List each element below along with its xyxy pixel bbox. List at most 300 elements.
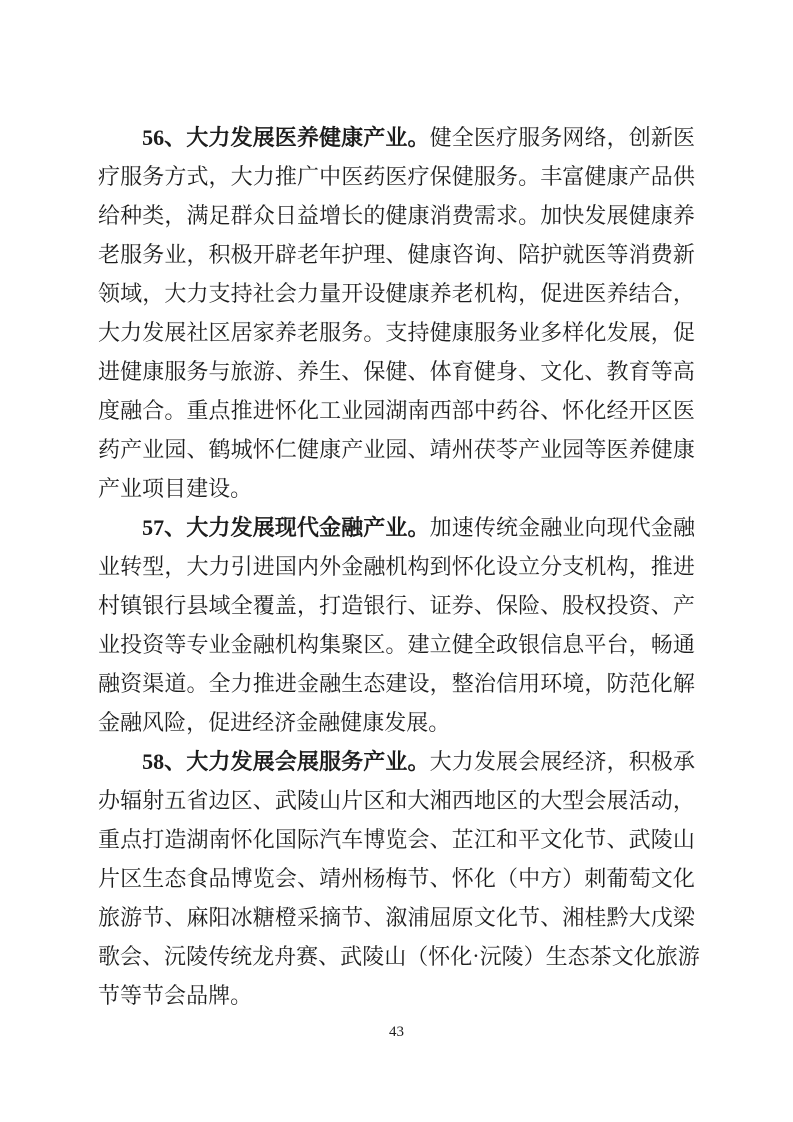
body-char: 金 — [341, 554, 364, 579]
body-char: 务 — [142, 164, 165, 189]
body-char: 现 — [606, 515, 629, 540]
text-line — [98, 429, 695, 468]
body-char: ， — [296, 593, 319, 618]
body-char: 传 — [473, 515, 496, 540]
body-char: 旅 — [655, 944, 678, 969]
body-char: 设 — [363, 281, 386, 306]
body-char: 怀 — [562, 398, 585, 423]
body-char: 长 — [341, 203, 364, 228]
body-char: 养 — [672, 203, 695, 228]
body-char: 医 — [473, 125, 496, 150]
body-char: 广 — [296, 164, 319, 189]
body-char: 康 — [319, 437, 342, 462]
body-char: 促 — [540, 281, 563, 306]
body-char: 区 — [363, 632, 386, 657]
body-char: 发 — [142, 320, 165, 345]
body-char: 专 — [186, 632, 209, 657]
body-char: 冰 — [230, 905, 253, 930]
heading-char: 融 — [341, 515, 364, 540]
body-char: 服 — [120, 164, 143, 189]
body-char: 山 — [384, 944, 407, 969]
body-char: 息 — [562, 632, 585, 657]
paragraph-56 — [98, 117, 695, 507]
body-char: 展 — [628, 320, 651, 345]
body-char: 进 — [562, 281, 585, 306]
body-char: ， — [429, 671, 452, 696]
body-char: 重 — [186, 398, 209, 423]
body-char: 。 — [186, 671, 209, 696]
body-char: 化 — [562, 359, 585, 384]
body-char: 打 — [142, 827, 165, 852]
body-char: 武 — [340, 944, 363, 969]
body-char: 融 — [540, 515, 563, 540]
body-char: 陵 — [501, 944, 524, 969]
body-char: 造 — [341, 593, 364, 618]
heading-char: 代 — [296, 515, 319, 540]
body-char: 沅 — [164, 944, 187, 969]
body-char: 需 — [473, 203, 496, 228]
body-char: 产 — [672, 593, 695, 618]
body-char: 大 — [230, 164, 253, 189]
body-char: 投 — [606, 593, 629, 618]
body-char: 医 — [672, 398, 695, 423]
body-char: 融 — [363, 554, 386, 579]
body-char: 类 — [142, 203, 165, 228]
body-char: 、 — [407, 593, 430, 618]
heading-char: 会 — [274, 749, 297, 774]
body-char: 权 — [584, 593, 607, 618]
body-char: 、 — [407, 359, 430, 384]
body-char: 区 — [230, 788, 253, 813]
body-char: 怀 — [274, 398, 297, 423]
body-char: 业 — [98, 554, 121, 579]
body-char: 园 — [385, 437, 408, 462]
text-line — [98, 741, 695, 780]
body-char: ） — [562, 866, 585, 891]
body-char: 务 — [341, 320, 364, 345]
heading-char: 力 — [208, 515, 231, 540]
body-char: 陵 — [650, 827, 673, 852]
body-char: ， — [164, 203, 187, 228]
body-char: 会 — [274, 866, 297, 891]
body-char: 化 — [296, 398, 319, 423]
body-char: 中 — [518, 866, 541, 891]
body-char: 歌 — [98, 944, 121, 969]
body-char: 构 — [296, 632, 319, 657]
body-char: 济 — [274, 710, 297, 735]
body-char: 金 — [296, 710, 319, 735]
text-line — [98, 897, 695, 936]
body-char: 和 — [495, 827, 518, 852]
text-line — [98, 858, 695, 897]
body-char: 给 — [98, 203, 121, 228]
body-char: 边 — [208, 788, 231, 813]
body-char: 资 — [120, 671, 143, 696]
body-char: 转 — [120, 554, 143, 579]
body-char: 立 — [518, 554, 541, 579]
body-char: 解 — [672, 671, 695, 696]
document-body — [98, 117, 700, 1014]
body-char: 道 — [164, 671, 187, 696]
heading-char: 产 — [363, 749, 386, 774]
body-char: 文 — [473, 905, 496, 930]
page-number: 43 — [389, 1024, 404, 1040]
body-char: 化 — [562, 827, 585, 852]
body-char: 发 — [384, 710, 407, 735]
body-char: 际 — [296, 827, 319, 852]
body-char: 保 — [495, 593, 518, 618]
body-char: 州 — [341, 866, 364, 891]
heading-char: 力 — [208, 125, 231, 150]
body-char: 活 — [628, 788, 651, 813]
body-char: 业 — [142, 437, 165, 462]
body-char: 业 — [540, 437, 563, 462]
body-char: 域 — [120, 281, 143, 306]
body-char: 药 — [98, 437, 121, 462]
body-char: 健 — [451, 164, 474, 189]
body-char: 代 — [628, 515, 651, 540]
body-char: 进 — [252, 398, 275, 423]
heading-char: 58、 — [142, 749, 187, 774]
body-char: 靖 — [319, 866, 342, 891]
body-char: 州 — [451, 437, 474, 462]
body-char: 速 — [451, 515, 474, 540]
body-char: 内 — [296, 554, 319, 579]
body-char: 文 — [650, 866, 673, 891]
text-line — [98, 819, 695, 858]
body-char: 片 — [341, 788, 364, 813]
body-char: 进 — [98, 359, 121, 384]
body-char: ， — [164, 554, 187, 579]
body-char: ， — [584, 671, 607, 696]
body-char: 、 — [142, 944, 165, 969]
body-char: 务 — [495, 320, 518, 345]
body-char: 盖 — [274, 593, 297, 618]
body-char: 建 — [407, 632, 430, 657]
body-char: 部 — [451, 398, 474, 423]
body-char: 养 — [429, 281, 452, 306]
body-char: 资 — [142, 632, 165, 657]
body-char: 会 — [584, 788, 607, 813]
body-char: 等 — [606, 242, 629, 267]
body-char: 、 — [407, 437, 430, 462]
body-char: 医 — [584, 242, 607, 267]
body-char: 浦 — [407, 905, 430, 930]
body-char: 文 — [540, 359, 563, 384]
body-char: 康 — [672, 437, 695, 462]
body-char: 化 — [473, 866, 496, 891]
text-line — [98, 546, 695, 585]
body-char: 健 — [584, 164, 607, 189]
body-char: 节 — [341, 905, 364, 930]
heading-char: 。 — [407, 515, 430, 540]
body-char: 品 — [650, 164, 673, 189]
body-char: 谷 — [518, 398, 541, 423]
body-char: 等 — [584, 437, 607, 462]
body-char: 进 — [672, 554, 695, 579]
body-char: ， — [672, 281, 695, 306]
body-char: 梅 — [385, 866, 408, 891]
body-char: 桂 — [584, 905, 607, 930]
body-char: 旅 — [98, 905, 121, 930]
body-char: 湘 — [562, 905, 585, 930]
heading-char: 发 — [230, 515, 253, 540]
body-char: 节 — [98, 983, 121, 1008]
body-char: 式 — [186, 164, 209, 189]
body-char: 地 — [473, 788, 496, 813]
body-char: 。 — [230, 983, 253, 1008]
body-char: 教 — [606, 359, 629, 384]
body-char: 领 — [98, 281, 121, 306]
heading-char: 大 — [186, 515, 209, 540]
body-char: 支 — [562, 554, 585, 579]
body-char: 糖 — [252, 905, 275, 930]
body-char: 平 — [584, 632, 607, 657]
body-char: 园 — [164, 437, 187, 462]
body-char: 大 — [98, 320, 121, 345]
body-char: 会 — [274, 281, 297, 306]
body-char: 丰 — [540, 164, 563, 189]
body-char: 龙 — [252, 944, 275, 969]
body-char: 费 — [451, 203, 474, 228]
body-char: 生 — [341, 671, 364, 696]
body-char: 国 — [274, 554, 297, 579]
body-char: 力 — [230, 671, 253, 696]
body-char: 群 — [230, 203, 253, 228]
body-char: 展 — [164, 320, 187, 345]
body-char: 康 — [362, 710, 385, 735]
body-char: 积 — [208, 242, 231, 267]
body-char: 疗 — [98, 164, 121, 189]
body-char: 融 — [319, 671, 342, 696]
body-char: 化 — [473, 554, 496, 579]
body-char: 、 — [584, 359, 607, 384]
text-line — [98, 117, 695, 156]
body-char: 芷 — [451, 827, 474, 852]
body-char: 积 — [628, 749, 651, 774]
body-char: 中 — [473, 398, 496, 423]
body-char: 打 — [319, 593, 342, 618]
body-char: 采 — [296, 905, 319, 930]
body-char: 康 — [606, 164, 629, 189]
body-char: 开 — [628, 398, 651, 423]
body-char: ， — [186, 242, 209, 267]
body-char: 康 — [429, 242, 452, 267]
body-char: 用 — [518, 671, 541, 696]
body-char: 养 — [628, 437, 651, 462]
body-char: 化 — [584, 320, 607, 345]
heading-char: 务 — [341, 749, 364, 774]
body-char: 会 — [518, 749, 541, 774]
text-line — [98, 390, 695, 429]
body-char: 健 — [473, 359, 496, 384]
body-char: 博 — [230, 866, 253, 891]
body-char: 产 — [98, 476, 121, 501]
body-char: 方 — [164, 164, 187, 189]
body-char: 外 — [319, 554, 342, 579]
body-char: 进 — [252, 554, 275, 579]
text-line — [98, 975, 695, 1014]
body-char: 保 — [363, 359, 386, 384]
body-char: 多 — [540, 320, 563, 345]
heading-char: 力 — [208, 749, 231, 774]
body-char: ， — [518, 281, 541, 306]
body-char: 络 — [584, 125, 607, 150]
body-char: 康 — [650, 203, 673, 228]
heading-char: 现 — [274, 515, 297, 540]
body-char: 刺 — [584, 866, 607, 891]
body-char: 护 — [341, 242, 364, 267]
body-char: 、 — [186, 437, 209, 462]
body-char: 新 — [650, 125, 673, 150]
body-char: 力 — [208, 554, 231, 579]
heading-char: 产 — [363, 515, 386, 540]
body-char: 化 — [650, 671, 673, 696]
body-char: 旅 — [230, 359, 253, 384]
body-char: 全 — [451, 125, 474, 150]
body-char: 增 — [319, 203, 342, 228]
body-char: 老 — [98, 242, 121, 267]
body-char: 。 — [230, 476, 253, 501]
text-line — [98, 234, 695, 273]
body-char: 经 — [562, 749, 585, 774]
body-char: 疗 — [407, 164, 430, 189]
body-char: 怀 — [451, 554, 474, 579]
body-char: ， — [208, 164, 231, 189]
body-char: 业 — [518, 320, 541, 345]
body-char: 育 — [451, 359, 474, 384]
body-char: 券 — [451, 593, 474, 618]
body-char: 射 — [142, 788, 165, 813]
body-char: 生 — [319, 359, 342, 384]
body-char: 园 — [562, 437, 585, 462]
body-char: 合 — [650, 281, 673, 306]
body-char: 方 — [540, 866, 563, 891]
body-char: 济 — [584, 749, 607, 774]
body-char: 年 — [319, 242, 342, 267]
heading-char: 康 — [341, 125, 364, 150]
body-char: 国 — [274, 827, 297, 852]
body-char: 茯 — [473, 437, 496, 462]
body-char: 、 — [540, 398, 563, 423]
body-char: 展 — [406, 710, 429, 735]
body-char: 力 — [120, 320, 143, 345]
body-char: 中 — [319, 164, 342, 189]
body-char: 大 — [628, 905, 651, 930]
body-char: 银 — [518, 632, 541, 657]
body-char: ， — [672, 788, 695, 813]
body-char: 合 — [142, 398, 165, 423]
body-char: 萄 — [628, 866, 651, 891]
body-char: 陪 — [518, 242, 541, 267]
body-char: 通 — [672, 632, 695, 657]
body-char: 大 — [429, 749, 452, 774]
body-char: 沅 — [479, 944, 502, 969]
heading-char: 。 — [407, 125, 430, 150]
body-char: 镇 — [120, 593, 143, 618]
heading-char: 57、 — [142, 515, 187, 540]
heading-char: 展 — [252, 515, 275, 540]
body-char: 、 — [274, 359, 297, 384]
body-char: 园 — [363, 398, 386, 423]
body-char: 聚 — [341, 632, 364, 657]
body-char: 鹤 — [208, 437, 231, 462]
body-char: 融 — [252, 632, 275, 657]
body-char: 怀 — [230, 827, 253, 852]
body-char: 消 — [429, 203, 452, 228]
body-char: 览 — [252, 866, 275, 891]
body-char: 业 — [120, 476, 143, 501]
body-char: ， — [628, 554, 651, 579]
body-char: 健 — [120, 359, 143, 384]
body-char: 化 — [450, 944, 473, 969]
text-line — [98, 663, 695, 702]
body-char: 的 — [363, 203, 386, 228]
body-char: 动 — [650, 788, 673, 813]
body-char: 文 — [540, 827, 563, 852]
body-char: 车 — [341, 827, 364, 852]
body-char: 台 — [606, 632, 629, 657]
paragraph-58 — [98, 741, 700, 1014]
heading-char: 。 — [407, 749, 430, 774]
body-char: 全 — [230, 593, 253, 618]
body-char: 江 — [473, 827, 496, 852]
body-char: 老 — [296, 320, 319, 345]
body-char: 融 — [120, 398, 143, 423]
body-char: 发 — [473, 749, 496, 774]
body-char: 金 — [518, 515, 541, 540]
body-char: 。 — [518, 164, 541, 189]
body-char: 区 — [208, 320, 231, 345]
heading-char: 展 — [296, 749, 319, 774]
body-char: 和 — [385, 788, 408, 813]
body-char: 询 — [473, 242, 496, 267]
text-line — [98, 702, 695, 741]
body-char: 怀 — [428, 944, 451, 969]
text-line — [98, 585, 695, 624]
body-char: 极 — [650, 749, 673, 774]
body-char: 展 — [606, 788, 629, 813]
body-char: 山 — [319, 788, 342, 813]
body-char: 全 — [208, 671, 231, 696]
body-char: 与 — [208, 359, 231, 384]
body-char: 富 — [562, 164, 585, 189]
body-char: 展 — [540, 749, 563, 774]
heading-char: 发 — [230, 125, 253, 150]
body-char: 力 — [296, 281, 319, 306]
body-char: 展 — [495, 749, 518, 774]
body-char: 的 — [518, 788, 541, 813]
body-char: 节 — [142, 983, 165, 1008]
body-char: 项 — [142, 476, 165, 501]
body-char: 构 — [606, 554, 629, 579]
body-char: 汽 — [319, 827, 342, 852]
heading-char: 业 — [385, 125, 408, 150]
body-char: 、 — [518, 359, 541, 384]
body-char: 文 — [611, 944, 634, 969]
body-char: 传 — [208, 944, 231, 969]
paragraph-57 — [98, 507, 695, 741]
body-char: 态 — [164, 866, 187, 891]
body-char: 机 — [385, 554, 408, 579]
body-char: 辐 — [120, 788, 143, 813]
body-char: 金 — [98, 710, 121, 735]
body-char: ） — [523, 944, 546, 969]
body-char: 、 — [540, 905, 563, 930]
body-char: 五 — [164, 788, 187, 813]
body-char: 、 — [296, 866, 319, 891]
body-char: 业 — [341, 398, 364, 423]
